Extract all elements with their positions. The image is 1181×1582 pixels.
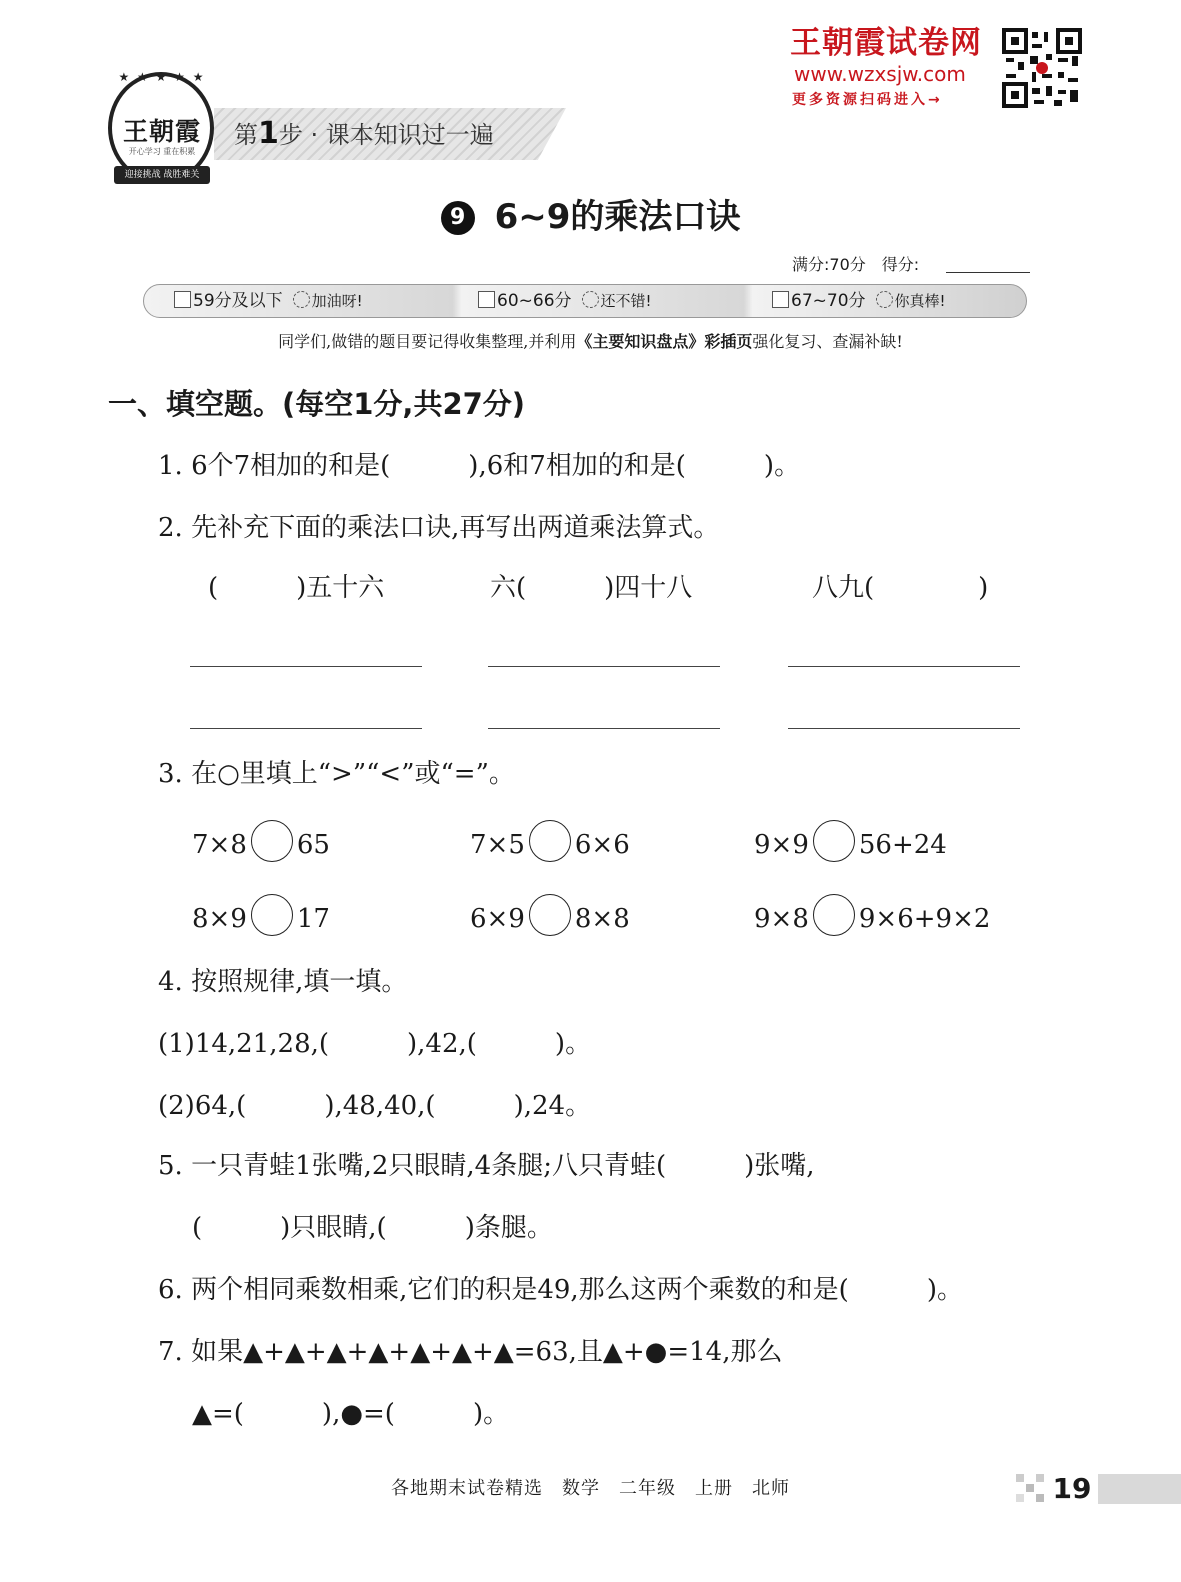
compare-item: 7×5 6×6	[470, 820, 630, 865]
page-band	[1098, 1474, 1181, 1504]
page-number: 19	[1052, 1472, 1092, 1505]
brand-name: 王朝霞试卷网	[790, 25, 982, 61]
answer-line[interactable]	[488, 666, 720, 667]
question-4: 4. 按照规律,填一填。	[158, 967, 408, 997]
q2-item-2[interactable]: 六( )四十八	[490, 573, 693, 603]
compare-circle[interactable]	[251, 894, 293, 936]
q2-item-3[interactable]: 八九( )	[812, 573, 989, 603]
compare-item: 9×9 56+24	[754, 820, 947, 865]
compare-circle[interactable]	[813, 894, 855, 936]
q2-item-1[interactable]: ( )五十六	[208, 573, 385, 603]
question-5: 5. 一只青蛙1张嘴,2只眼睛,4条腿;八只青蛙( )张嘴,	[158, 1151, 815, 1181]
lesson-number-badge: 9	[441, 201, 475, 235]
footer-series: 各地期末试卷精选 数学 二年级 上册 北师	[391, 1478, 790, 1499]
answer-line[interactable]	[788, 728, 1020, 729]
question-5-cont[interactable]: ( )只眼睛,( )条腿。	[192, 1213, 553, 1243]
grade-level-3[interactable]: 67~70分 你真棒!	[772, 289, 946, 313]
checkbox-icon[interactable]	[174, 291, 191, 308]
corner-pattern-icon	[1016, 1474, 1044, 1502]
score-info: 满分:70分 得分:	[792, 255, 920, 274]
step-label: 第1步 · 课本知识过一遍	[234, 116, 494, 151]
brand-url[interactable]: www.wzxsjw.com	[794, 62, 966, 86]
question-2: 2. 先补充下面的乘法口诀,再写出两道乘法算式。	[158, 513, 720, 543]
smiley-icon	[582, 291, 599, 308]
checkbox-icon[interactable]	[478, 291, 495, 308]
review-notice: 同学们,做错的题目要记得收集整理,并利用《主要知识盘点》彩插页强化复习、查漏补缺!	[278, 332, 903, 351]
grade-level-2[interactable]: 60~66分 还不错!	[478, 289, 652, 313]
question-3: 3. 在○里填上“>”“<”或“=”。	[158, 759, 515, 789]
checkbox-icon[interactable]	[772, 291, 789, 308]
compare-circle[interactable]	[813, 820, 855, 862]
q4-sub-1[interactable]: (1)14,21,28,( ),42,( )。	[158, 1029, 592, 1059]
question-7-cont[interactable]: ▲=( ),●=( )。	[192, 1399, 510, 1429]
question-7: 7. 如果▲+▲+▲+▲+▲+▲+▲=63,且▲+●=14,那么	[158, 1337, 783, 1367]
seal-stars: ★ ★ ★ ★ ★	[118, 70, 206, 84]
brand-more-link[interactable]: 更多资源扫码进入→	[792, 92, 943, 108]
compare-circle[interactable]	[251, 820, 293, 862]
smiley-icon	[876, 291, 893, 308]
smiley-icon	[293, 291, 310, 308]
answer-line[interactable]	[190, 728, 422, 729]
question-1: 1. 6个7相加的和是( ),6和7相加的和是( )。	[158, 451, 801, 481]
score-blank[interactable]	[946, 272, 1030, 273]
seal-ribbon: 迎接挑战 战胜难关	[114, 166, 210, 184]
lesson-title: 9 6~9的乘法口诀	[0, 194, 1181, 240]
compare-circle[interactable]	[529, 820, 571, 862]
grade-level-1[interactable]: 59分及以下 加油呀!	[174, 289, 363, 313]
seal-name: 王朝霞	[122, 117, 201, 146]
compare-item: 8×9 17	[192, 894, 330, 939]
compare-item: 6×9 8×8	[470, 894, 630, 939]
compare-item: 9×8 9×6+9×2	[754, 894, 990, 939]
seal-subtitle: 开心学习 重在积累	[128, 147, 196, 156]
section-heading: 一、填空题。(每空1分,共27分)	[108, 387, 526, 421]
compare-item: 7×8 65	[192, 820, 330, 865]
q4-sub-2[interactable]: (2)64,( ),48,40,( ),24。	[158, 1091, 592, 1121]
compare-circle[interactable]	[529, 894, 571, 936]
answer-line[interactable]	[190, 666, 422, 667]
question-6[interactable]: 6. 两个相同乘数相乘,它们的积是49,那么这两个乘数的和是( )。	[158, 1275, 963, 1305]
qr-code-icon[interactable]	[1002, 28, 1082, 108]
answer-line[interactable]	[488, 728, 720, 729]
answer-line[interactable]	[788, 666, 1020, 667]
